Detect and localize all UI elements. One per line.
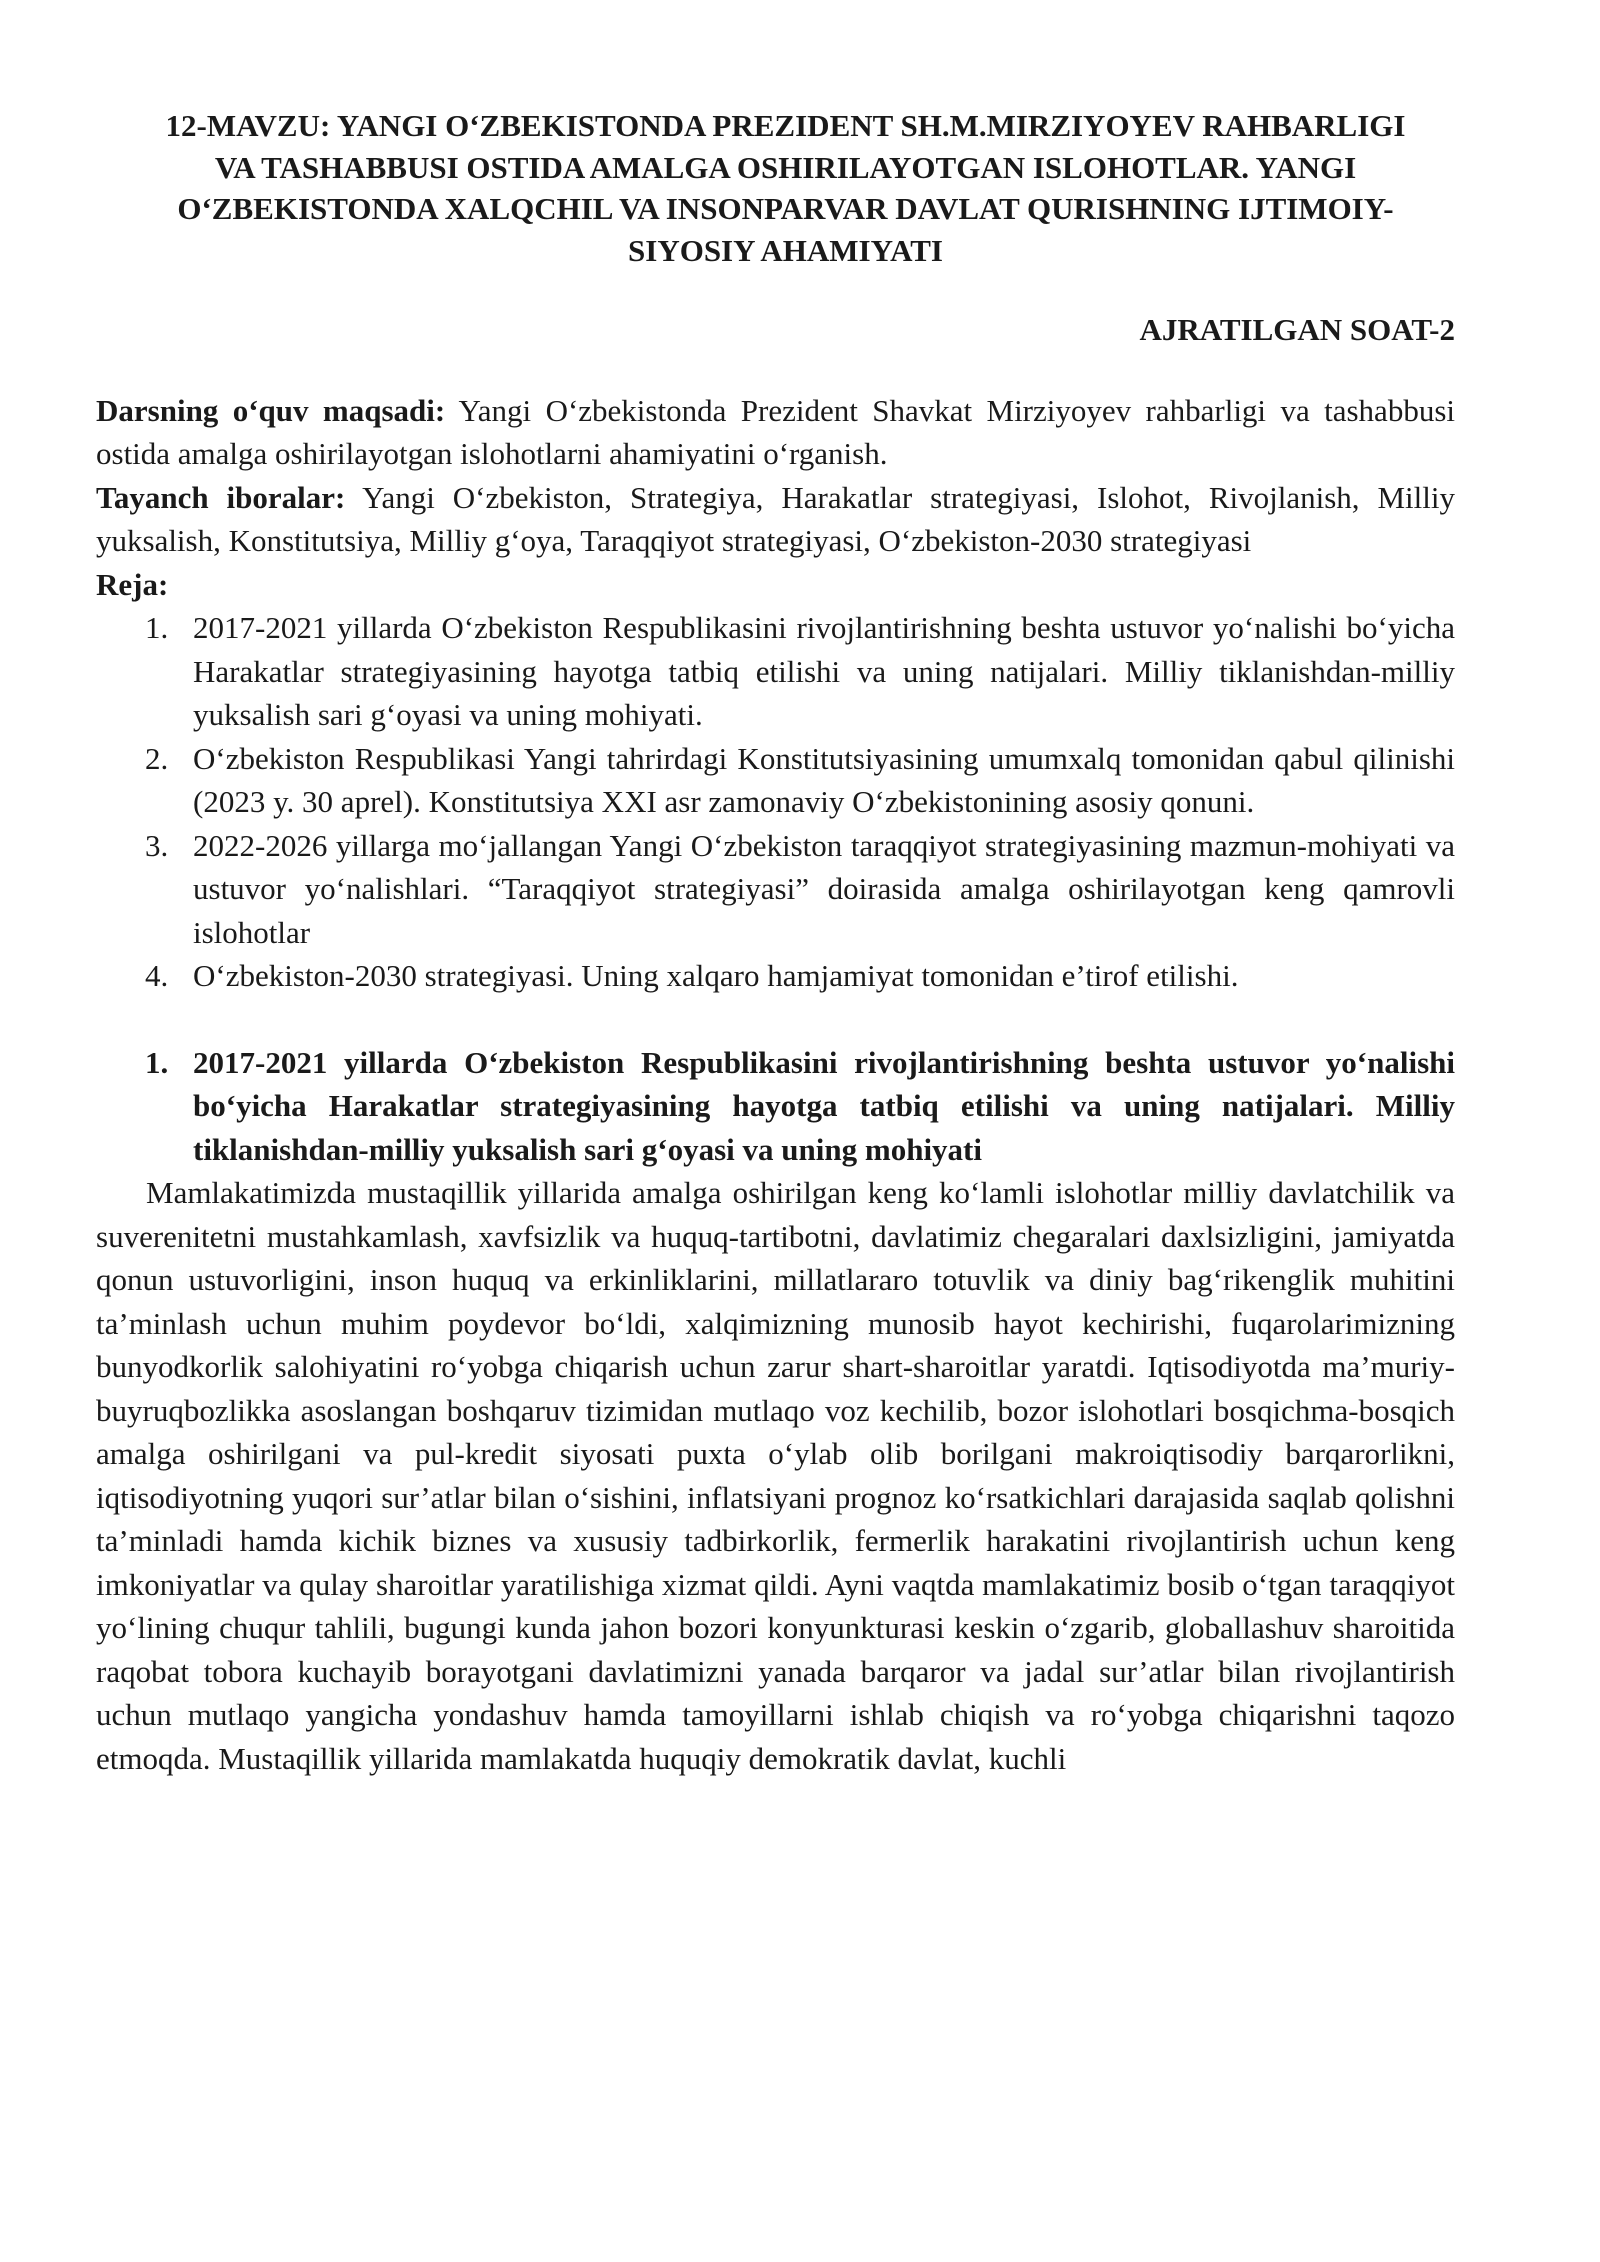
goal-text: Yangi O‘zbekistonda Prezident Shavkat Mirziyoyev rahbarligi va tashabbusi ostida amalga oshirilayotgan islohotlarni ahamiyatini o‘rganish. bbox=[96, 392, 1455, 471]
page-title: 12-MAVZU: YANGI O‘ZBEKISTONDA PREZIDENT SH.M.MIRZIYOYEV RAHBARLIGI VA TASHABBUSI OSTIDA AMALGA OSHIRILAYOTGAN ISLOHOTLAR. YANGI O‘ZBEKISTONDA XALQCHIL VA INSONPARVAR DAVLAT QURISHNING IJTIMOIY-SIYOSIY AHAMIYATI bbox=[165, 108, 1406, 268]
plan-item-text: O‘zbekiston Respublikasi Yangi tahrirdagi Konstitutsiyasining umumxalq tomonidan qabul qilinishi (2023 y. 30 aprel). Konstitutsiya XXI asr zamonaviy O‘zbekistonining asosiy qonuni. bbox=[193, 740, 1455, 819]
plan-item bbox=[96, 824, 1455, 955]
plan-item-number: 2. bbox=[145, 740, 169, 776]
plan-item-number: 3. bbox=[145, 827, 169, 863]
section-body-paragraph: Mamlakatimizda mustaqillik yillarida amalga oshirilgan keng ko‘lamli islohotlar milliy davlatchilik va suverenitetni mustahkamlash, xavfsizlik va huquq-tartibotni, davlatimiz chegaralari daxlsizligini, jamiyatda qonun ustuvorligini, inson huquq va erkinliklarini, millatlararo totuvlik va diniy bag‘rikenglik muhitini ta’minlash uchun muhim poydevor bo‘ldi, xalqimizning munosib hayot kechirishi, fuqarolarimizning bunyodkorlik salohiyatini ro‘yobga chiqarish uchun zarur shart-sharoitlar yaratdi. Iqtisodiyotda ma’muriy-buyruqbozlikka asoslangan boshqaruv tizimidan mutlaqo voz kechilib, bozor islohotlari bosqichma-bosqich amalga oshirilgani va pul-kredit siyosati puxta o‘ylab olib borilgani makroiqtisodiy barqarorlikni, iqtisodiyotning yuqori sur’atlar bilan o‘sishini, inflatsiyani prognoz ko‘rsatkichlari darajasida saqlab qolishni ta’minladi hamda kichik biznes va xususiy tadbirkorlik, fermerlik harakatini rivojlantirish uchun keng imkoniyatlar va qulay sharoitlar yaratilishiga xizmat qildi. Ayni vaqtda mamlakatimiz bosib o‘tgan taraqqiyot yo‘lining chuqur tahlili, bugungi kunda jahon bozori konyunkturasi keskin o‘zgarib, globallashuv sharoitida raqobat tobora kuchayib borayotgani davlatimizni yanada barqaror va jadal sur’atlar bilan rivojlantirish uchun mutlaqo yangicha yondashuv hamda tamoyillarni ishlab chiqish va ro‘yobga chiqarishni taqozo etmoqda. Mustaqillik yillarida mamlakatda huquqiy demokratik davlat, kuchli bbox=[96, 1175, 1455, 1776]
plan-item bbox=[96, 737, 1455, 824]
plan-item-number: 1. bbox=[145, 610, 169, 645]
section-number: 1. bbox=[145, 1044, 169, 1080]
plan-list bbox=[96, 606, 1455, 998]
section-heading-text: 2017-2021 yillarda O‘zbekiston Respublikasini rivojlantirishning beshta ustuvor yo‘nalishi bo‘yicha Harakatlar strategiyasining hayotga tatbiq etilishi va uning natijalari. Milliy tiklanishdan-milliy yuksalish sari g‘oyasi va uning mohiyati bbox=[193, 1044, 1455, 1167]
allotted-hours: AJRATILGAN SOAT-2 bbox=[1139, 312, 1455, 347]
plan-label: Reja: bbox=[96, 566, 169, 602]
keywords-label: Tayanch iboralar: bbox=[96, 479, 346, 515]
keywords-text: Yangi O‘zbekiston, Strategiya, Harakatlar strategiyasi, Islohot, Rivojlanish, Milliy yuksalish, Konstitutsiya, Milliy g‘oya, Taraqqiyot strategiyasi, O‘zbekiston-2030 strategiyasi bbox=[96, 479, 1455, 558]
plan-item-text: 2022-2026 yillarga mo‘jallangan Yangi O‘zbekiston taraqqiyot strategiyasining mazmun-mohiyati va ustuvor yo‘nalishlari. “Taraqqiyot strategiyasi” doirasida amalga oshirilayotgan keng qamrovli islohotlar bbox=[193, 827, 1455, 950]
lesson-goal bbox=[96, 389, 1455, 476]
section-heading bbox=[96, 1041, 1455, 1172]
keywords bbox=[96, 476, 1455, 563]
plan-item bbox=[96, 954, 1455, 998]
plan-item-text: O‘zbekiston-2030 strategiyasi. Uning xalqaro hamjamiyat tomonidan e’tirof etilishi. bbox=[193, 958, 1239, 993]
plan-item bbox=[96, 606, 1455, 737]
plan-item-number: 4. bbox=[145, 958, 169, 993]
plan-item-text: 2017-2021 yillarda O‘zbekiston Respublikasini rivojlantirishning beshta ustuvor yo‘nalishi bo‘yicha Harakatlar strategiyasining hayotga tatbiq etilishi va uning natijalari. Milliy tiklanishdan-milliy yuksalish sari g‘oyasi va uning mohiyati. bbox=[193, 610, 1455, 732]
goal-label: Darsning o‘quv maqsadi: bbox=[96, 392, 446, 428]
lesson-meta bbox=[96, 389, 1455, 607]
